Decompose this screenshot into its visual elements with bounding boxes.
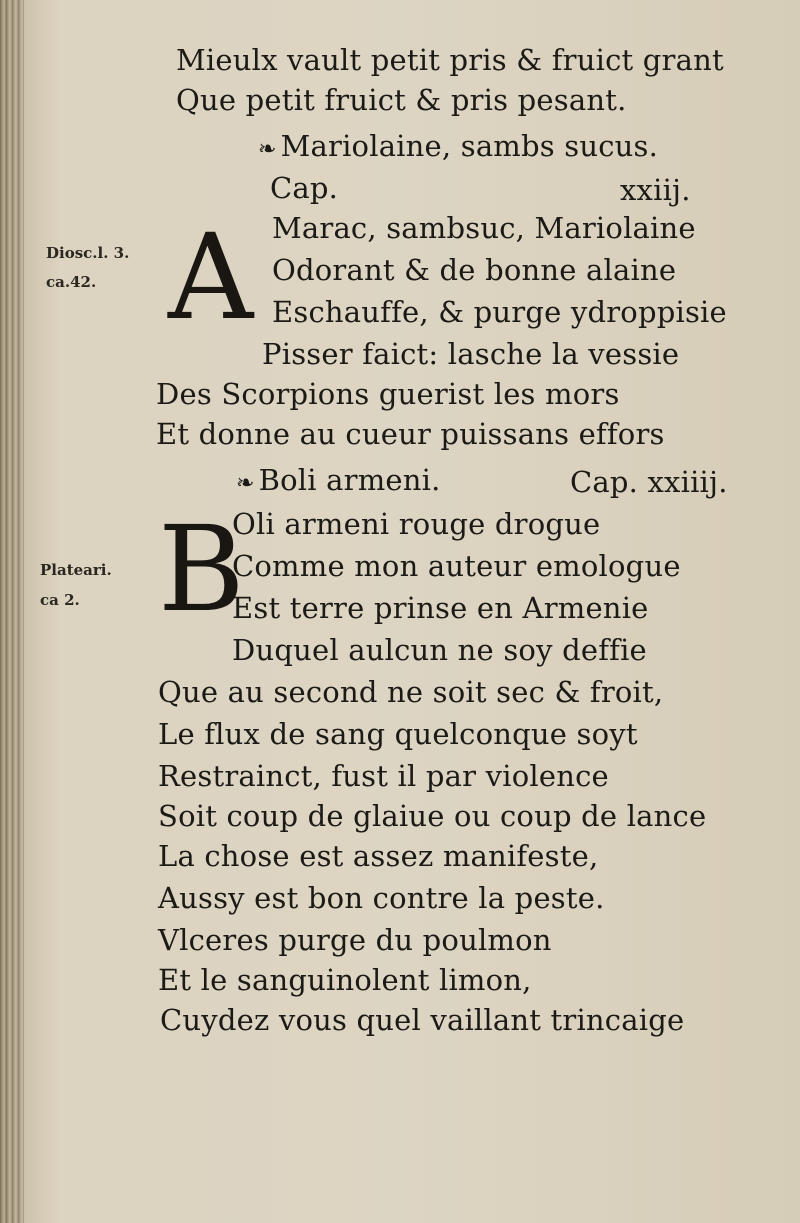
heading-text: Boli armeni. bbox=[258, 463, 441, 497]
fleuron-icon: ❧ bbox=[258, 137, 277, 162]
verse-line: Soit coup de glaiue ou coup de lance bbox=[158, 799, 707, 833]
margin-note: Diosc.l. 3. bbox=[46, 244, 130, 262]
verse-line: Mieulx vault petit pris & fruict grant bbox=[176, 43, 724, 77]
margin-note: Plateari. bbox=[40, 561, 112, 579]
verse-line: Marac, sambsuc, Mariolaine bbox=[272, 211, 696, 245]
chapter-number: xxiij. bbox=[620, 173, 691, 207]
margin-note: ca.42. bbox=[46, 273, 97, 291]
verse-line: Des Scorpions guerist les mors bbox=[156, 377, 620, 411]
verse-line: Eschauffe, & purge ydroppisie bbox=[272, 295, 727, 329]
verse-line: Le flux de sang quelconque soyt bbox=[158, 717, 638, 751]
verse-line: Que au second ne soit sec & froit, bbox=[158, 675, 664, 709]
drop-cap: B bbox=[158, 500, 245, 638]
verse-line: Vlceres purge du poulmon bbox=[158, 923, 552, 957]
verse-line: Aussy est bon contre la peste. bbox=[158, 881, 605, 915]
verse-line: Comme mon auteur emologue bbox=[232, 549, 681, 583]
verse-line: Oli armeni rouge drogue bbox=[232, 507, 601, 541]
book-gutter bbox=[0, 0, 24, 1223]
verse-line: Odorant & de bonne alaine bbox=[272, 253, 677, 287]
section-heading bbox=[258, 129, 659, 163]
verse-line: La chose est assez manifeste, bbox=[158, 839, 599, 873]
verse-line: Est terre prinse en Armenie bbox=[232, 591, 649, 625]
section-heading bbox=[236, 463, 441, 497]
verse-line: Et le sanguinolent limon, bbox=[158, 963, 532, 997]
verse-line: Duquel aulcun ne soy deffie bbox=[232, 633, 647, 667]
verse-line: Que petit fruict & pris pesant. bbox=[176, 83, 627, 117]
chapter-label: Cap. bbox=[270, 171, 339, 205]
chapter-label: Cap. xxiiij. bbox=[570, 465, 728, 499]
margin-note: ca 2. bbox=[40, 591, 80, 609]
verse-line: Restrainct, fust il par violence bbox=[158, 759, 609, 793]
heading-text: Mariolaine, sambs sucus. bbox=[280, 129, 659, 163]
fleuron-icon: ❧ bbox=[236, 471, 255, 496]
drop-cap: A bbox=[168, 208, 254, 346]
verse-line: Cuydez vous quel vaillant trincaige bbox=[160, 1003, 685, 1037]
verse-line: Pisser faict: lasche la vessie bbox=[262, 337, 680, 371]
verse-line: Et donne au cueur puissans effors bbox=[156, 417, 665, 451]
